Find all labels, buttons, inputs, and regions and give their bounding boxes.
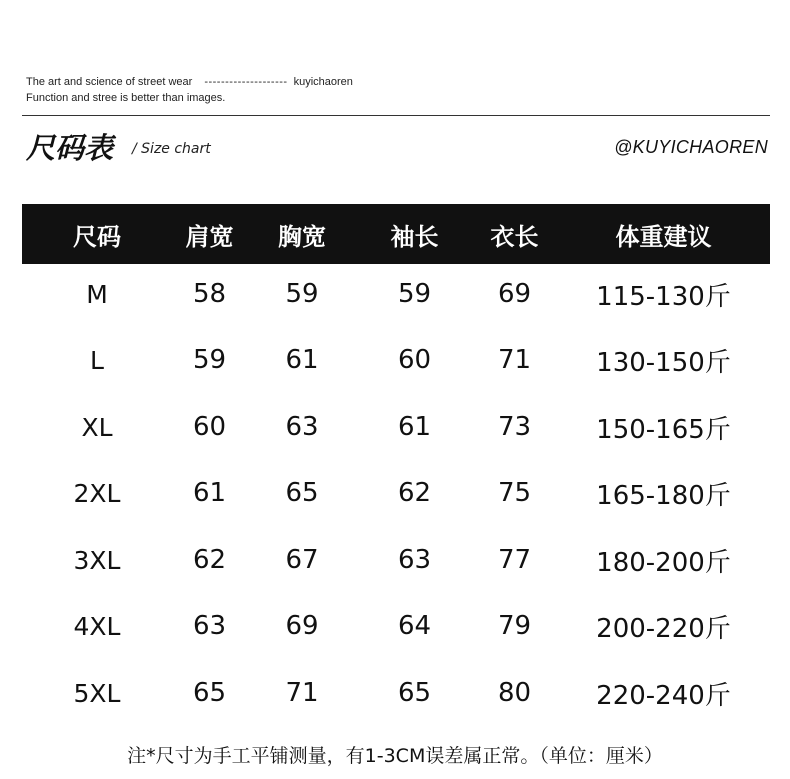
column-header: 袖长 bbox=[390, 222, 439, 251]
shoulder-cell: 62 bbox=[192, 545, 227, 575]
page-subtitle: / Size chart bbox=[132, 141, 211, 157]
page-title: 尺码表 bbox=[26, 131, 114, 165]
chest-cell: 59 bbox=[285, 279, 319, 309]
chest-cell: 69 bbox=[285, 611, 319, 641]
length-cell: 77 bbox=[497, 545, 532, 575]
weight-cell: 180-200斤 bbox=[596, 547, 731, 578]
sleeve-cell: 59 bbox=[397, 279, 432, 309]
tagline-dashes: -------------------- bbox=[204, 76, 288, 88]
size-chart-table bbox=[22, 204, 770, 711]
table-row bbox=[22, 397, 770, 457]
size-cell: 4XL bbox=[73, 611, 121, 641]
size-cell: L bbox=[90, 345, 104, 375]
brand-handle: @KUYICHAOREN bbox=[614, 137, 768, 157]
measurement-footnote: 注*尺寸为手工平铺测量，有1-3CM误差属正常。（单位：厘米） bbox=[127, 745, 663, 767]
chest-cell: 67 bbox=[285, 545, 319, 575]
size-cell: 5XL bbox=[73, 678, 121, 708]
table-row bbox=[22, 264, 770, 324]
size-cell: 3XL bbox=[73, 545, 121, 575]
sleeve-cell: 62 bbox=[397, 478, 432, 508]
tagline-text: The art and science of street wear bbox=[26, 76, 193, 88]
weight-cell: 220-240斤 bbox=[596, 680, 731, 711]
table-row bbox=[22, 530, 770, 590]
chest-cell: 71 bbox=[285, 678, 319, 708]
column-header: 胸宽 bbox=[278, 222, 326, 251]
tagline-line-1 bbox=[26, 76, 353, 88]
table-row bbox=[22, 663, 770, 723]
length-cell: 80 bbox=[497, 678, 532, 708]
weight-cell: 165-180斤 bbox=[596, 480, 731, 511]
tagline-brand: kuyichaoren bbox=[293, 76, 353, 88]
length-cell: 71 bbox=[497, 345, 532, 375]
length-cell: 79 bbox=[497, 611, 532, 641]
sleeve-cell: 61 bbox=[397, 412, 432, 442]
size-cell: 2XL bbox=[73, 478, 121, 508]
sleeve-cell: 64 bbox=[397, 611, 432, 641]
shoulder-cell: 58 bbox=[192, 279, 227, 309]
shoulder-cell: 63 bbox=[192, 611, 227, 641]
shoulder-cell: 61 bbox=[192, 478, 227, 508]
column-header: 肩宽 bbox=[185, 222, 234, 251]
sleeve-cell: 60 bbox=[397, 345, 432, 375]
size-cell: XL bbox=[81, 412, 113, 442]
weight-cell: 115-130斤 bbox=[596, 281, 731, 312]
size-cell: M bbox=[86, 279, 108, 309]
weight-cell: 200-220斤 bbox=[596, 613, 731, 644]
shoulder-cell: 60 bbox=[192, 412, 227, 442]
weight-cell: 130-150斤 bbox=[596, 347, 731, 378]
length-cell: 75 bbox=[497, 478, 532, 508]
table-row bbox=[22, 330, 770, 390]
tagline-line-2: Function and stree is better than images. bbox=[26, 92, 226, 104]
chest-cell: 63 bbox=[285, 412, 319, 442]
column-header: 体重建议 bbox=[615, 222, 712, 251]
chest-cell: 61 bbox=[285, 345, 319, 375]
shoulder-cell: 65 bbox=[192, 678, 227, 708]
chest-cell: 65 bbox=[285, 478, 319, 508]
column-header: 衣长 bbox=[490, 222, 539, 251]
table-header-row bbox=[22, 204, 770, 264]
length-cell: 73 bbox=[497, 412, 532, 442]
shoulder-cell: 59 bbox=[192, 345, 227, 375]
length-cell: 69 bbox=[497, 279, 532, 309]
sleeve-cell: 65 bbox=[397, 678, 432, 708]
weight-cell: 150-165斤 bbox=[596, 414, 731, 445]
table-row bbox=[22, 463, 770, 523]
table-row bbox=[22, 596, 770, 656]
header-divider bbox=[22, 115, 770, 116]
sleeve-cell: 63 bbox=[397, 545, 432, 575]
column-header: 尺码 bbox=[73, 222, 121, 251]
